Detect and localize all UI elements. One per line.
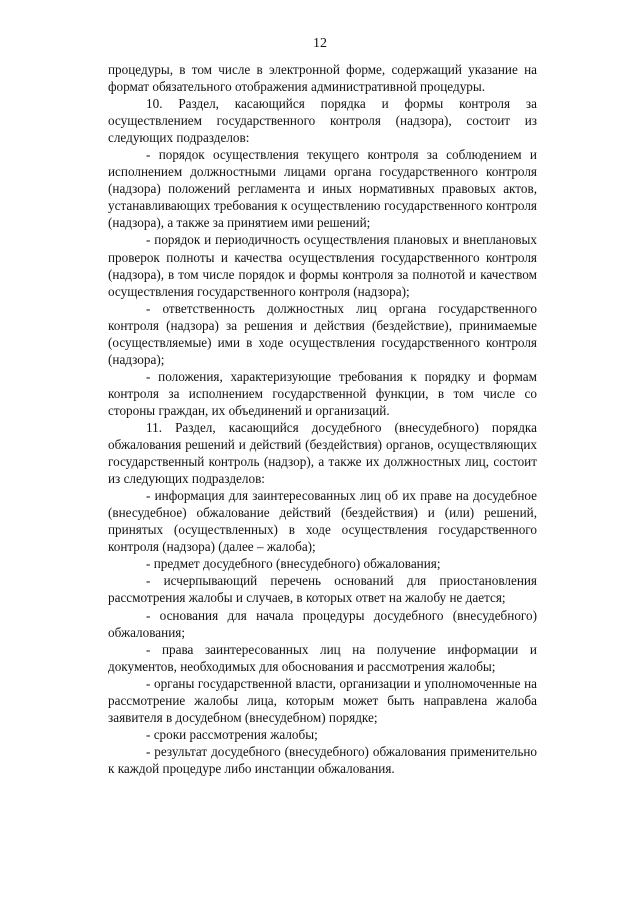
section-10-heading-paragraph: 10. Раздел, касающийся порядка и формы контроля за осуществлением государственного контроля (надзора), состоит из следующих подразделов: bbox=[108, 96, 537, 146]
document-body bbox=[108, 61, 537, 777]
list-item: - порядок и периодичность осуществления плановых и внеплановых проверок полноты и качества осуществления государственного контроля (надзора), в том числе порядок и формы контроля за полнотой и качеством осуществления государственного контроля (надзора); bbox=[108, 232, 537, 299]
list-item: - информация для заинтересованных лиц об их праве на досудебное (внесудебное) обжалование действий (бездействия) и (или) решений, принятых (осуществленных) в ходе осуществления государственного контроля (надзора) (далее – жалоба); bbox=[108, 488, 537, 555]
list-item: - предмет досудебного (внесудебного) обжалования; bbox=[146, 556, 441, 572]
section-11-heading-paragraph: 11. Раздел, касающийся досудебного (внесудебного) порядка обжалования решений и действий (бездействия) органов, осуществляющих государственный контроль (надзор), а также их должностных лиц, состоит из следующих подразделов: bbox=[108, 419, 537, 487]
list-item: - порядок осуществления текущего контроля за соблюдением и исполнением должностными лицами органа государственного контроля (надзора) положений регламента и иных нормативных правовых актов, устанавливающих требования к осуществлению государственного контроля (надзора), а также за принятием ими решений; bbox=[108, 147, 537, 231]
paragraph-continuation: процедуры, в том числе в электронной форме, содержащий указание на формат обязательного отображения административной процедуры. bbox=[108, 62, 537, 95]
list-item: - положения, характеризующие требования к порядку и формам контроля за исполнением государственной функции, в том числе со стороны граждан, их объединений и организаций. bbox=[108, 368, 537, 418]
list-item: - исчерпывающий перечень оснований для приостановления рассмотрения жалобы и случаев, в которых ответ на жалобу не дается; bbox=[108, 573, 537, 606]
list-item: - результат досудебного (внесудебного) обжалования применительно к каждой процедуре либо инстанции обжалования. bbox=[108, 743, 537, 776]
list-item: - основания для начала процедуры досудебного (внесудебного) обжалования; bbox=[108, 607, 537, 640]
list-item: - сроки рассмотрения жалобы; bbox=[146, 726, 318, 742]
list-item: - права заинтересованных лиц на получение информации и документов, необходимых для обоснования и рассмотрения жалобы; bbox=[108, 641, 537, 674]
list-item: - органы государственной власти, организации и уполномоченные на рассмотрение жалобы лица, которым может быть направлена жалоба заявителя в досудебном (внесудебном) порядке; bbox=[108, 675, 537, 725]
page-number: 12 bbox=[313, 36, 327, 51]
list-item: - ответственность должностных лиц органа государственного контроля (надзора) за решения и действия (бездействие), принимаемые (осуществляемые) ими в ходе осуществления государственного контроля (надзора); bbox=[108, 300, 537, 367]
